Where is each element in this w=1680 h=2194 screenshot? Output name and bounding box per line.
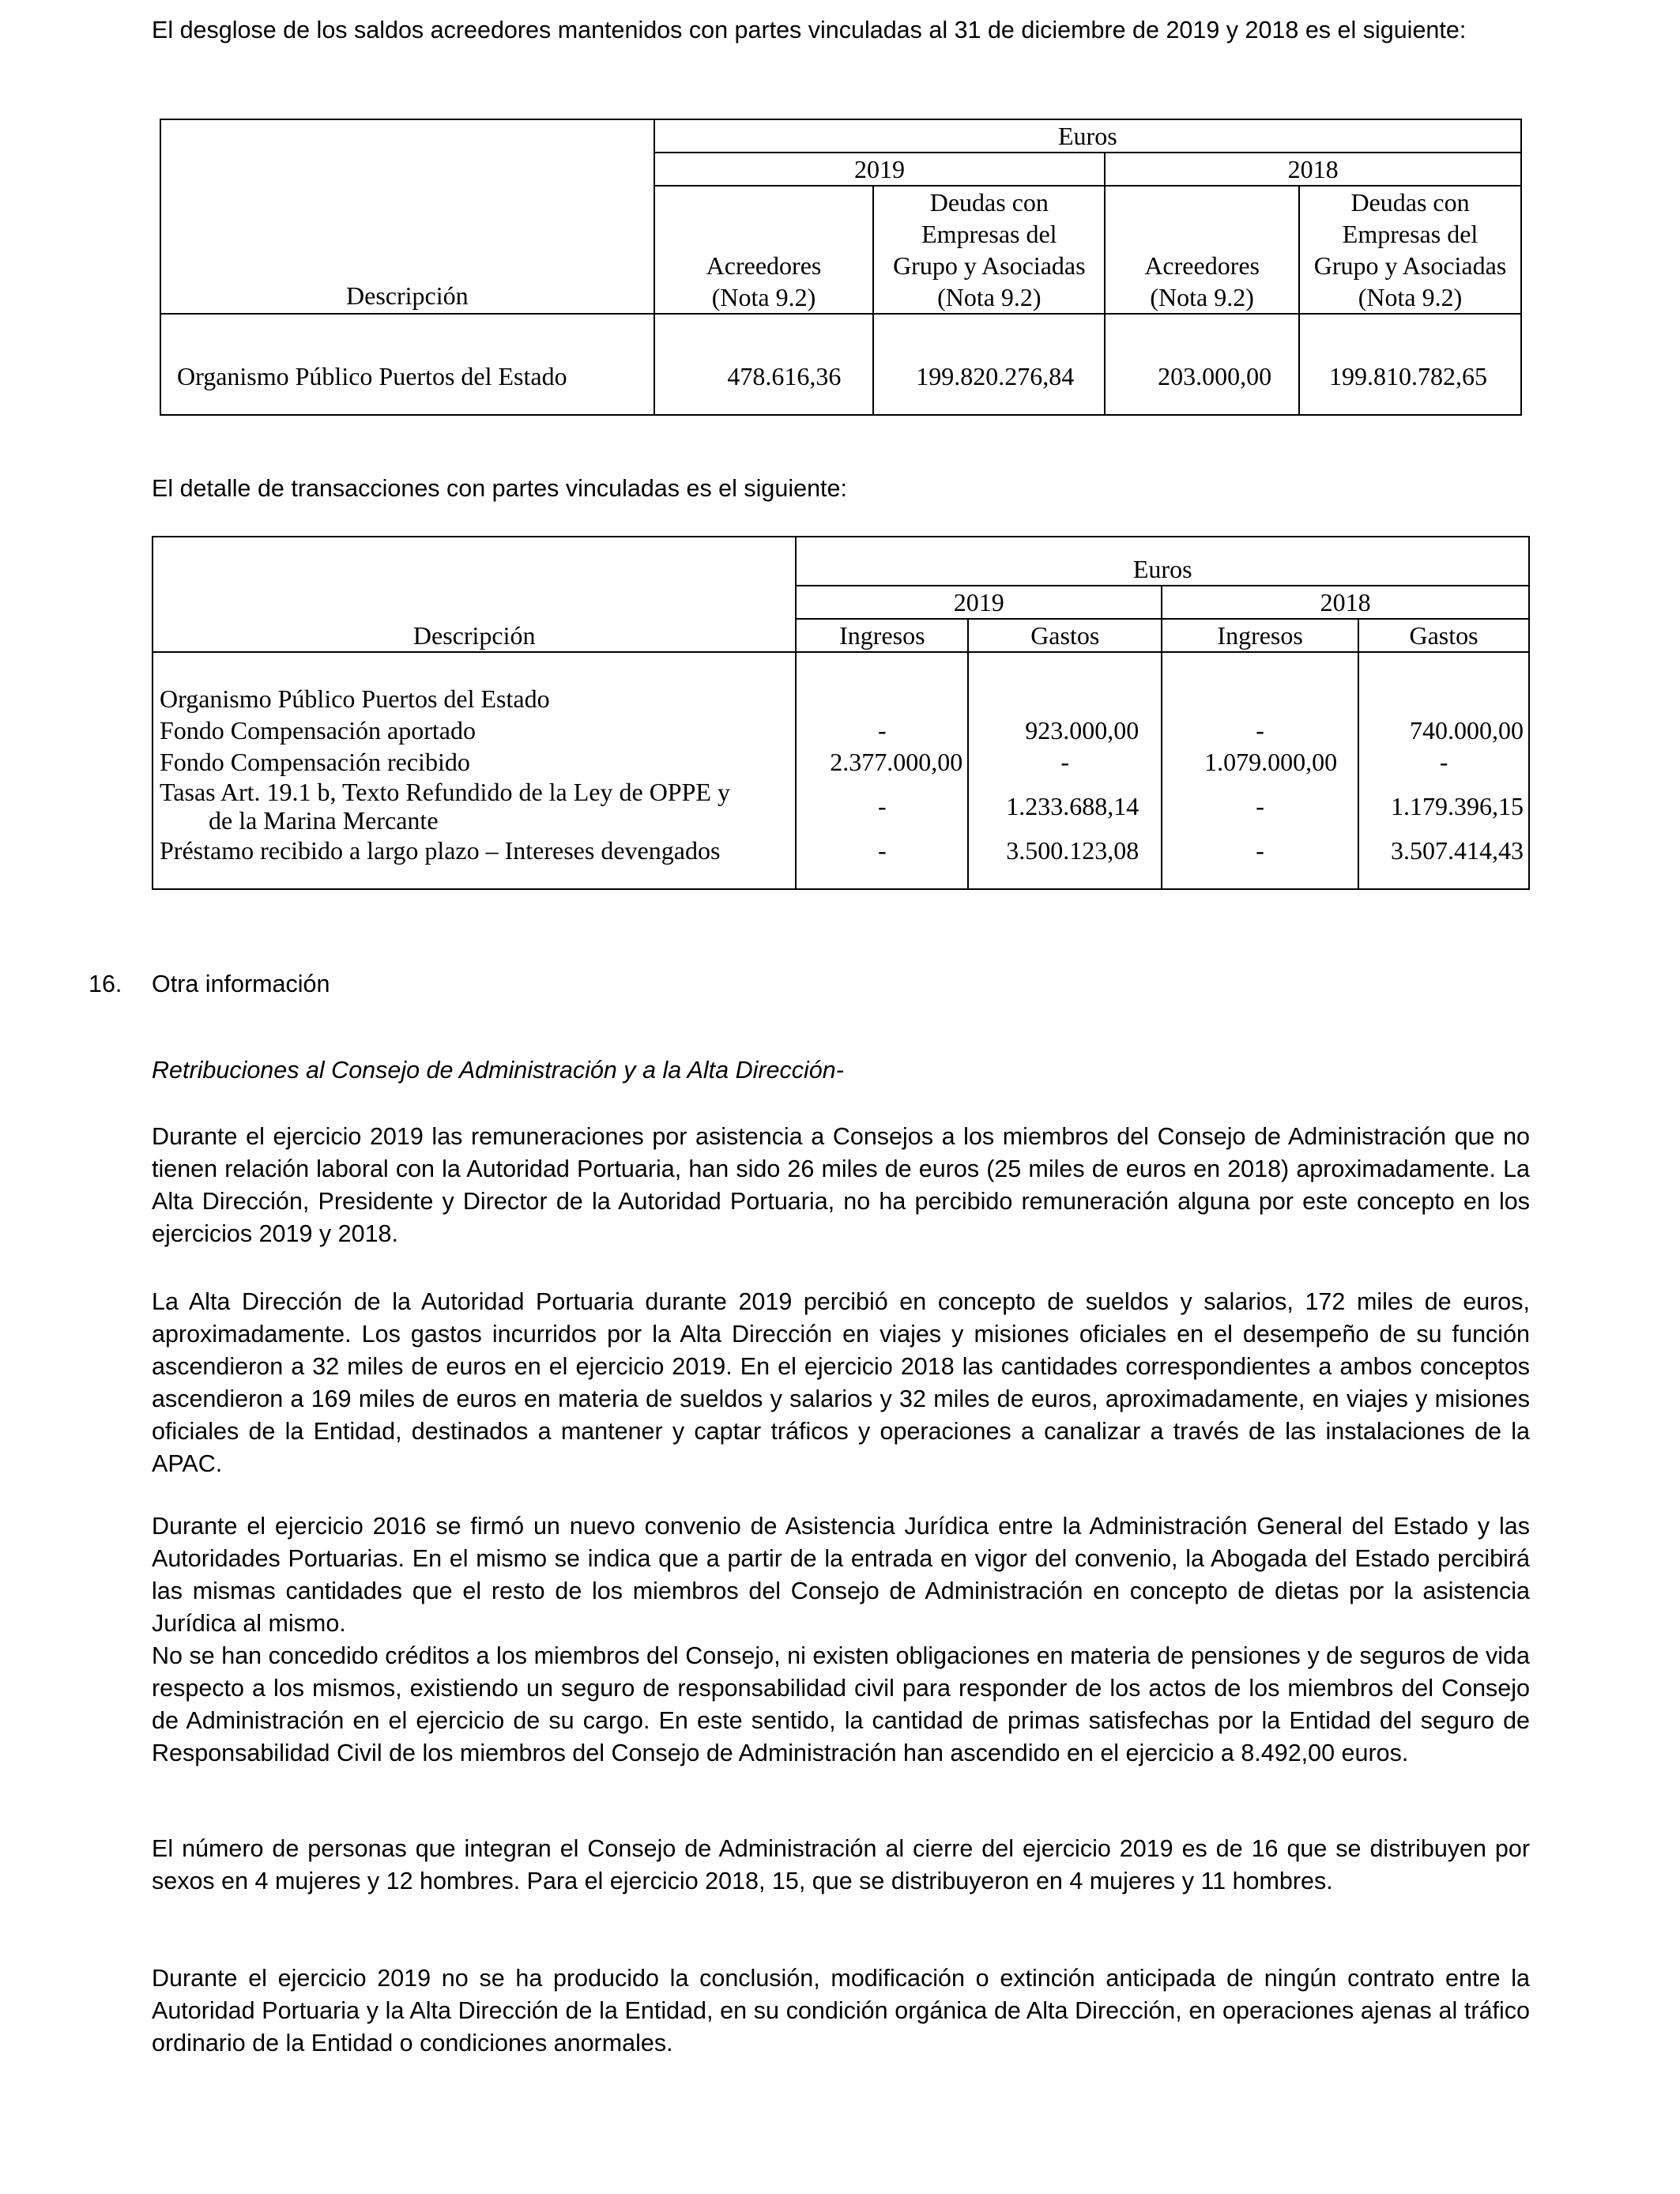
section-subtitle: Retribuciones al Consejo de Administración y a la Alta Dirección- bbox=[152, 1057, 844, 1084]
t2-row-1-desc: Fondo Compensación aportado bbox=[160, 716, 476, 745]
t2-col-ingresos-2019: Ingresos bbox=[796, 619, 968, 652]
t2-row-4-desc: Préstamo recibido a largo plazo – Intereses devengados bbox=[160, 836, 721, 865]
table-row bbox=[153, 652, 1529, 889]
balances-table bbox=[160, 119, 1522, 416]
t2-col-gastos-2019: Gastos bbox=[968, 619, 1162, 652]
t2-group-label: Organismo Público Puertos del Estado bbox=[160, 684, 550, 713]
t2-euros-header: Euros bbox=[796, 537, 1529, 586]
t2-gastos-2018-cell: 740.000,00 - 1.179.396,15 3.507.414,43 bbox=[1358, 652, 1529, 889]
t2-ingresos-2019-cell: - 2.377.000,00 - - bbox=[796, 652, 968, 889]
paragraph-convenio: Durante el ejercicio 2016 se firmó un nuevo convenio de Asistencia Jurídica entre la Administración General del Estado y las Autoridades Portuarias. En el mismo se indica que a partir de la entrada en vigor del convenio, la Abogada del Estado percibirá las mismas cantidades que el resto de los miembros del Consejo de Administración en concepto de dietas por la asistencia Jurídica al mismo. bbox=[152, 1513, 1530, 1637]
t2-col-ingresos-2018: Ingresos bbox=[1162, 619, 1358, 652]
t1-col-deudas-2018: Deudas con Empresas del Grupo y Asociadas (Nota 9.2) bbox=[1299, 186, 1521, 314]
paragraph-consejo-composicion: El número de personas que integran el Consejo de Administración al cierre del ejercicio 2019 es de 16 que se distribuyen por sexos en 4 mujeres y 12 hombres. Para el ejercicio 2018, 15, que se distribuyeron en 4 mujeres y 11 hombres. bbox=[152, 1835, 1530, 1894]
paragraph-remuneraciones: Durante el ejercicio 2019 las remuneraciones por asistencia a Consejos a los miembros del Consejo de Administración que no tienen relación laboral con la Autoridad Portuaria, han sido 26 miles de euros (25 miles de euros en 2018) aproximadamente. La Alta Dirección, Presidente y Director de la Autoridad Portuaria, no ha percibido remuneración alguna por este concepto en los ejercicios 2019 y 2018. bbox=[152, 1123, 1530, 1247]
t2-gastos-2019-cell: 923.000,00 - 1.233.688,14 3.500.123,08 bbox=[968, 652, 1162, 889]
t2-year-2019: 2019 bbox=[796, 586, 1162, 619]
t2-ingresos-2018-cell: - 1.079.000,00 - - bbox=[1162, 652, 1358, 889]
paragraph-contratos: Durante el ejercicio 2019 no se ha producido la conclusión, modificación o extinción anticipada de ningún contrato entre la Autoridad Portuaria y la Alta Dirección de la Entidad, en su condición orgánica de Alta Dirección, en operaciones ajenas al tráfico ordinario de la Entidad o condiciones anormales. bbox=[152, 1965, 1530, 2056]
section-title: Otra información bbox=[152, 971, 330, 997]
t2-year-2018: 2018 bbox=[1162, 586, 1529, 619]
t1-col-deudas-2019: Deudas con Empresas del Grupo y Asociadas (Nota 9.2) bbox=[873, 186, 1105, 314]
t2-row-2-desc: Fondo Compensación recibido bbox=[160, 748, 470, 776]
t2-desc-header: Descripción bbox=[153, 537, 796, 652]
table-row bbox=[160, 314, 1521, 415]
intro-paragraph-balances: El desglose de los saldos acreedores mantenidos con partes vinculadas al 31 de diciembre de 2019 y 2018 es el siguiente: bbox=[152, 17, 1467, 43]
section-number: 16. bbox=[89, 971, 122, 997]
t1-col-acreedores-2018: Acreedores (Nota 9.2) bbox=[1105, 186, 1299, 314]
t2-row-3-desc-2: de la Marina Mercante bbox=[209, 806, 439, 835]
t2-row-3-desc-1: Tasas Art. 19.1 b, Texto Refundido de la Ley de OPPE y bbox=[160, 778, 730, 806]
transactions-table bbox=[152, 536, 1530, 890]
intro-paragraph-transactions: El detalle de transacciones con partes vinculadas es el siguiente: bbox=[152, 475, 847, 502]
t1-row-deudas-2019: 199.820.276,84 bbox=[873, 314, 1105, 415]
t1-year-2018: 2018 bbox=[1105, 153, 1521, 186]
paragraph-creditos: No se han concedido créditos a los miembros del Consejo, ni existen obligaciones en materia de pensiones y de seguros de vida respecto a los mismos, existiendo un seguro de responsabilidad civil para responder de los actos de los miembros del Consejo de Administración en el ejercicio de su cargo. En este sentido, la cantidad de primas satisfechas por la Entidad del seguro de Responsabilidad Civil de los miembros del Consejo de Administración han ascendido en el ejercicio a 8.492,00 euros. bbox=[152, 1642, 1530, 1766]
t1-row-deudas-2018: 199.810.782,65 bbox=[1299, 314, 1521, 415]
t2-col-gastos-2018: Gastos bbox=[1358, 619, 1529, 652]
t1-year-2019: 2019 bbox=[654, 153, 1106, 186]
t1-row-acreedores-2019: 478.616,36 bbox=[654, 314, 874, 415]
paragraph-alta-direccion: La Alta Dirección de la Autoridad Portuaria durante 2019 percibió en concepto de sueldos y salarios, 172 miles de euros, aproximadamente. Los gastos incurridos por la Alta Dirección en viajes y misiones oficiales en el desempeño de su función ascendieron a 32 miles de euros en el ejercicio 2019. En el ejercicio 2018 las cantidades correspondientes a ambos conceptos ascendieron a 169 miles de euros en materia de sueldos y salarios y 32 miles de euros, aproximadamente, en viajes y misiones oficiales de la Entidad, destinados a mantener y captar tráficos y operaciones a canalizar a través de las instalaciones de la APAC. bbox=[152, 1288, 1530, 1477]
t1-desc-header: Descripción bbox=[160, 119, 654, 314]
t2-desc-cell bbox=[153, 652, 796, 889]
t1-row-acreedores-2018: 203.000,00 bbox=[1105, 314, 1299, 415]
t1-col-acreedores-2019: Acreedores (Nota 9.2) bbox=[654, 186, 874, 314]
t1-euros-header: Euros bbox=[654, 119, 1521, 153]
t1-row-desc: Organismo Público Puertos del Estado bbox=[160, 314, 654, 415]
